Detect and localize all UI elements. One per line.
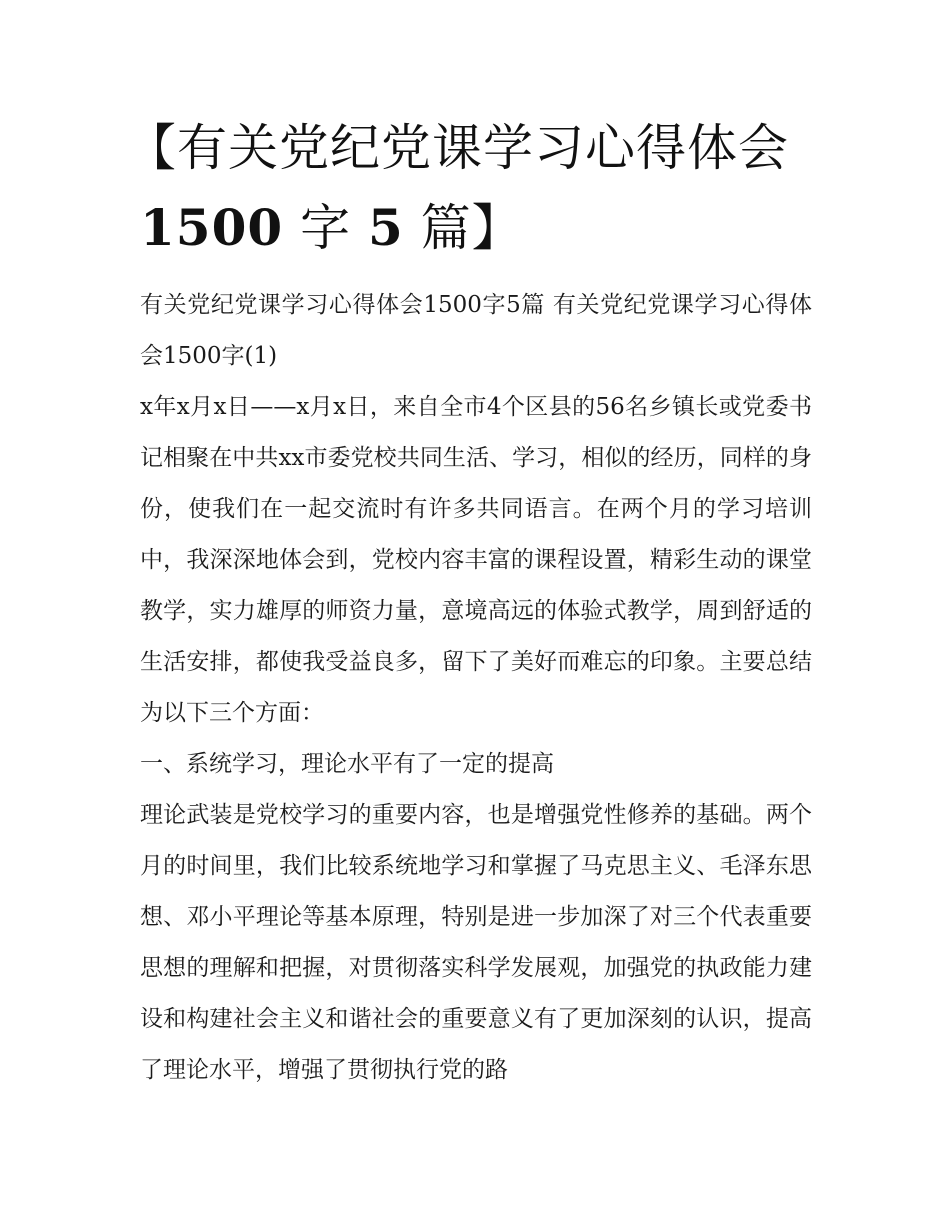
title-word-pian: 篇】 xyxy=(403,199,523,257)
body-paragraph-2: 理论武装是党校学习的重要内容，也是增强党性修养的基础。两个月的时间里，我们比较系统地学习和掌握了马克思主义、毛泽东思想、邓小平理论等基本原理，特别是进一步加深了对三个代表重要思想的理解和把握，对贯彻落实科学发展观，加强党的执政能力建设和构建社会主义和谐社会的重要意义有了更加深刻的认识，提高了理论水平，增强了贯彻执行党的路 xyxy=(140,802,812,1083)
title-number-1500: 1500 xyxy=(140,198,284,257)
document-content xyxy=(126,108,812,1096)
title-word-zi: 字 xyxy=(283,199,368,257)
title-number-5: 5 xyxy=(367,198,404,257)
title-line-2 xyxy=(140,188,812,268)
section-heading-1: 一、系统学习，理论水平有了一定的提高 xyxy=(140,751,554,777)
body-paragraph-1: x年x月x日——x月x日，来自全市4个区县的56名乡镇长或党委书记相聚在中共xx市委党校共同生活、学习，相似的经历，同样的身份，使我们在一起交流时有许多共同语言。在两个月的学习培训中，我深深地体会到，党校内容丰富的课程设置，精彩生动的课堂教学，实力雄厚的师资力量，意境高远的体验式教学，周到舒适的生活安排，都使我受益良多，留下了美好而难忘的印象。主要总结为以下三个方面： xyxy=(140,394,812,726)
document-title xyxy=(126,108,812,268)
title-line-1: 【有关党纪党课学习心得体会 xyxy=(126,119,789,177)
document-body xyxy=(140,280,812,1096)
intro-paragraph: 有关党纪党课学习心得体会1500字5篇 有关党纪党课学习心得体会1500字(1) xyxy=(140,292,812,369)
